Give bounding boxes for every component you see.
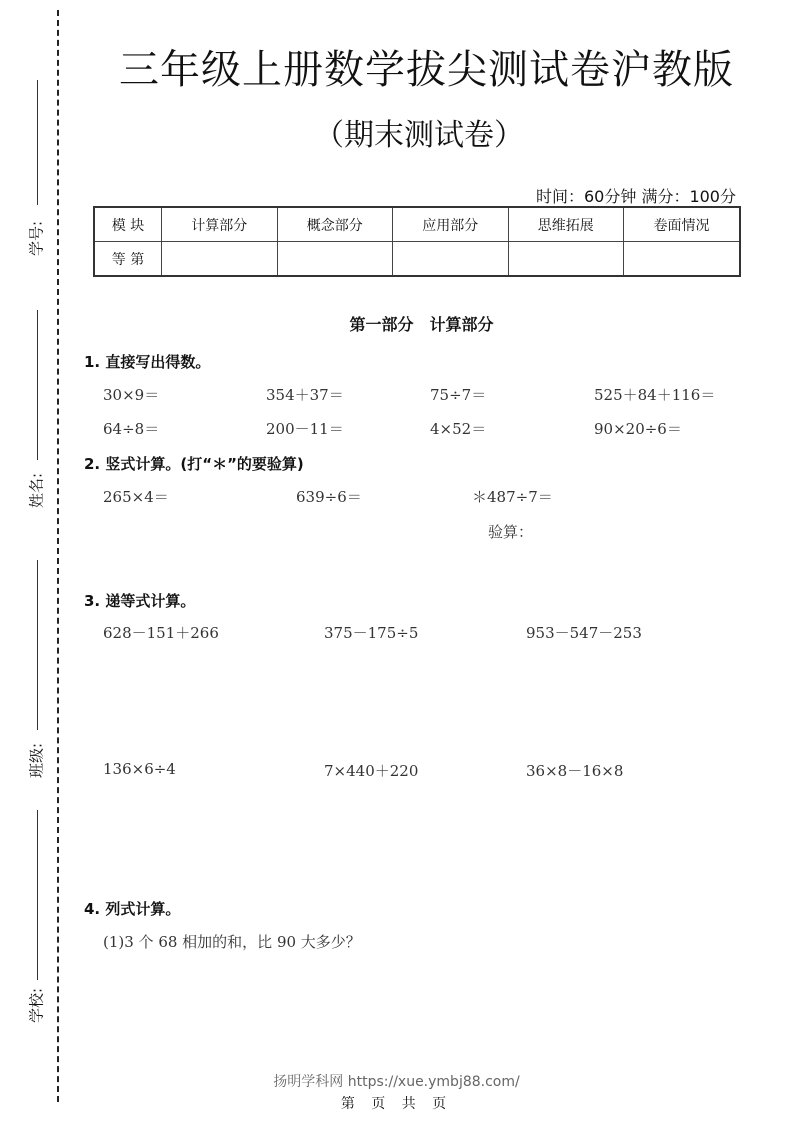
page-subtitle: （期末测试卷） xyxy=(314,118,524,153)
page-number: 第 页 共 页 xyxy=(340,1096,453,1112)
exercise: ＊487÷7＝ xyxy=(472,488,553,506)
exercise: 64÷8＝ xyxy=(103,420,160,438)
exercise: 628－151＋266 xyxy=(103,624,219,642)
table-header-cell: 模 块 xyxy=(94,207,162,242)
check-label: 验算： xyxy=(488,523,534,541)
table-row xyxy=(94,242,740,277)
class-label: 班级: xyxy=(27,742,46,779)
grade-cell[interactable] xyxy=(393,242,509,277)
class-underline xyxy=(37,560,38,730)
grade-cell[interactable] xyxy=(162,242,278,277)
binding-dashed-line xyxy=(57,10,59,1102)
table-header-cell: 卷面情况 xyxy=(624,207,741,242)
exercise: 30×9＝ xyxy=(103,386,160,404)
table-header-cell: 计算部分 xyxy=(162,207,278,242)
school-label: 学校: xyxy=(27,987,46,1024)
table-row-label: 等 第 xyxy=(94,242,162,277)
exercise: 354＋37＝ xyxy=(266,386,344,404)
exercise: 200－11＝ xyxy=(266,420,344,438)
question-3-title: 3. 递等式计算。 xyxy=(84,592,196,610)
question-1-title: 1. 直接写出得数。 xyxy=(84,353,211,371)
page-title: 三年级上册数学拔尖测试卷沪教版 xyxy=(119,47,734,93)
table-header-cell: 应用部分 xyxy=(393,207,509,242)
table-row xyxy=(94,207,740,242)
school-underline xyxy=(37,810,38,980)
table-header-cell: 概念部分 xyxy=(277,207,393,242)
exercise: 639÷6＝ xyxy=(296,488,362,506)
exercise: 90×20÷6＝ xyxy=(594,420,682,438)
exercise: 136×6÷4 xyxy=(103,760,176,778)
question-4-title: 4. 列式计算。 xyxy=(84,900,181,918)
watermark-text: 扬明学科网 https://xue.ymbj88.com/ xyxy=(273,1074,520,1090)
score-table xyxy=(93,206,741,277)
exercise: 375－175÷5 xyxy=(324,624,419,642)
exercise: 75÷7＝ xyxy=(430,386,487,404)
exercise: 953－547－253 xyxy=(526,624,642,642)
section-title: 第一部分 计算部分 xyxy=(349,315,494,334)
exercise: (1)3 个 68 相加的和，比 90 大多少？ xyxy=(103,933,361,951)
student-id-label: 学号: xyxy=(27,220,46,257)
name-label: 姓名: xyxy=(27,472,46,509)
question-2-title: 2. 竖式计算。(打“＊”的要验算) xyxy=(84,455,304,473)
grade-cell[interactable] xyxy=(277,242,393,277)
grade-cell[interactable] xyxy=(508,242,624,277)
time-score-info: 时间：60分钟 满分：100分 xyxy=(536,187,736,206)
exercise: 4×52＝ xyxy=(430,420,487,438)
exercise: 7×440＋220 xyxy=(324,762,419,780)
exercise: 525＋84＋116＝ xyxy=(594,386,716,404)
table-header-cell: 思维拓展 xyxy=(508,207,624,242)
grade-cell[interactable] xyxy=(624,242,741,277)
exercise: 265×4＝ xyxy=(103,488,169,506)
exercise: 36×8－16×8 xyxy=(526,762,624,780)
